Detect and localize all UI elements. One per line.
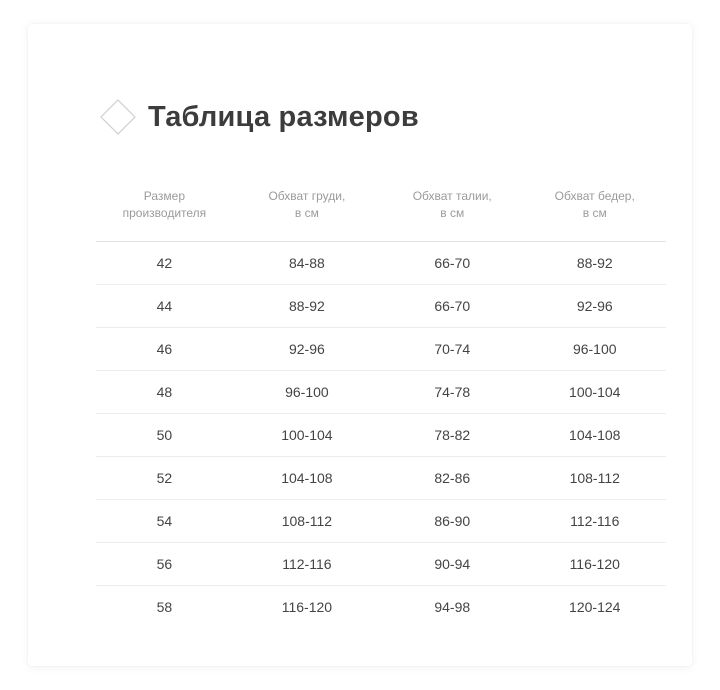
cell-waist: 70-74 xyxy=(381,327,524,370)
table-row xyxy=(96,241,666,284)
table-row xyxy=(96,284,666,327)
column-header-size-line2: производителя xyxy=(122,206,207,221)
cell-size: 56 xyxy=(96,542,233,585)
table-row xyxy=(96,585,666,628)
table-head xyxy=(96,182,666,241)
cell-hips: 108-112 xyxy=(523,456,666,499)
cell-waist: 86-90 xyxy=(381,499,524,542)
table-row xyxy=(96,370,666,413)
cell-waist: 78-82 xyxy=(381,413,524,456)
cell-size: 52 xyxy=(96,456,233,499)
cell-waist: 94-98 xyxy=(434,598,471,615)
cell-hips: 116-120 xyxy=(523,542,666,585)
cell-size: 48 xyxy=(96,370,233,413)
cell-size: 54 xyxy=(96,499,233,542)
cell-hips: 112-116 xyxy=(523,499,666,542)
table-row xyxy=(96,499,666,542)
cell-size: 50 xyxy=(96,413,233,456)
cell-waist: 66-70 xyxy=(381,284,524,327)
column-header-hips-line1: Обхват бедер, xyxy=(554,189,635,203)
cell-size: 44 xyxy=(96,284,233,327)
table-row xyxy=(96,542,666,585)
cell-hips: 88-92 xyxy=(523,241,666,284)
cell-waist: 82-86 xyxy=(381,456,524,499)
cell-hips: 104-108 xyxy=(523,413,666,456)
column-header-waist-line1: Обхват талии, xyxy=(412,189,492,203)
cell-chest: 100-104 xyxy=(233,413,381,456)
cell-size: 46 xyxy=(96,327,233,370)
page-title: Таблица размеров xyxy=(148,100,419,133)
column-header-size xyxy=(96,182,233,241)
table-row xyxy=(96,327,666,370)
cell-size: 58 xyxy=(156,598,173,615)
table-row xyxy=(96,456,666,499)
table-body xyxy=(96,241,666,628)
cell-hips: 120-124 xyxy=(569,598,621,615)
page-header xyxy=(96,88,419,146)
size-chart-card xyxy=(28,24,692,666)
column-header-waist xyxy=(381,182,524,241)
cell-chest: 92-96 xyxy=(233,327,381,370)
diamond-outline-icon xyxy=(96,95,140,139)
cell-hips: 96-100 xyxy=(523,327,666,370)
cell-size: 42 xyxy=(96,241,233,284)
cell-chest: 108-112 xyxy=(233,499,381,542)
cell-waist: 66-70 xyxy=(381,241,524,284)
cell-chest: 112-116 xyxy=(233,542,381,585)
column-header-size-line1: Размер xyxy=(143,189,186,203)
cell-hips: 92-96 xyxy=(523,284,666,327)
column-header-chest-line2: в см xyxy=(294,206,319,221)
size-table-wrapper xyxy=(96,182,666,628)
table-header-row xyxy=(96,182,666,241)
column-header-hips xyxy=(523,182,666,241)
cell-waist: 74-78 xyxy=(381,370,524,413)
column-header-hips-line2: в см xyxy=(582,206,607,221)
cell-chest: 88-92 xyxy=(233,284,381,327)
cell-chest: 84-88 xyxy=(233,241,381,284)
column-header-chest-line1: Обхват груди, xyxy=(268,189,346,203)
cell-chest: 116-120 xyxy=(281,598,333,615)
table-row xyxy=(96,413,666,456)
cell-chest: 96-100 xyxy=(233,370,381,413)
cell-waist: 90-94 xyxy=(381,542,524,585)
column-header-chest xyxy=(233,182,381,241)
cell-chest: 104-108 xyxy=(233,456,381,499)
column-header-waist-line2: в см xyxy=(440,206,465,221)
cell-hips: 100-104 xyxy=(523,370,666,413)
size-table xyxy=(96,182,666,628)
